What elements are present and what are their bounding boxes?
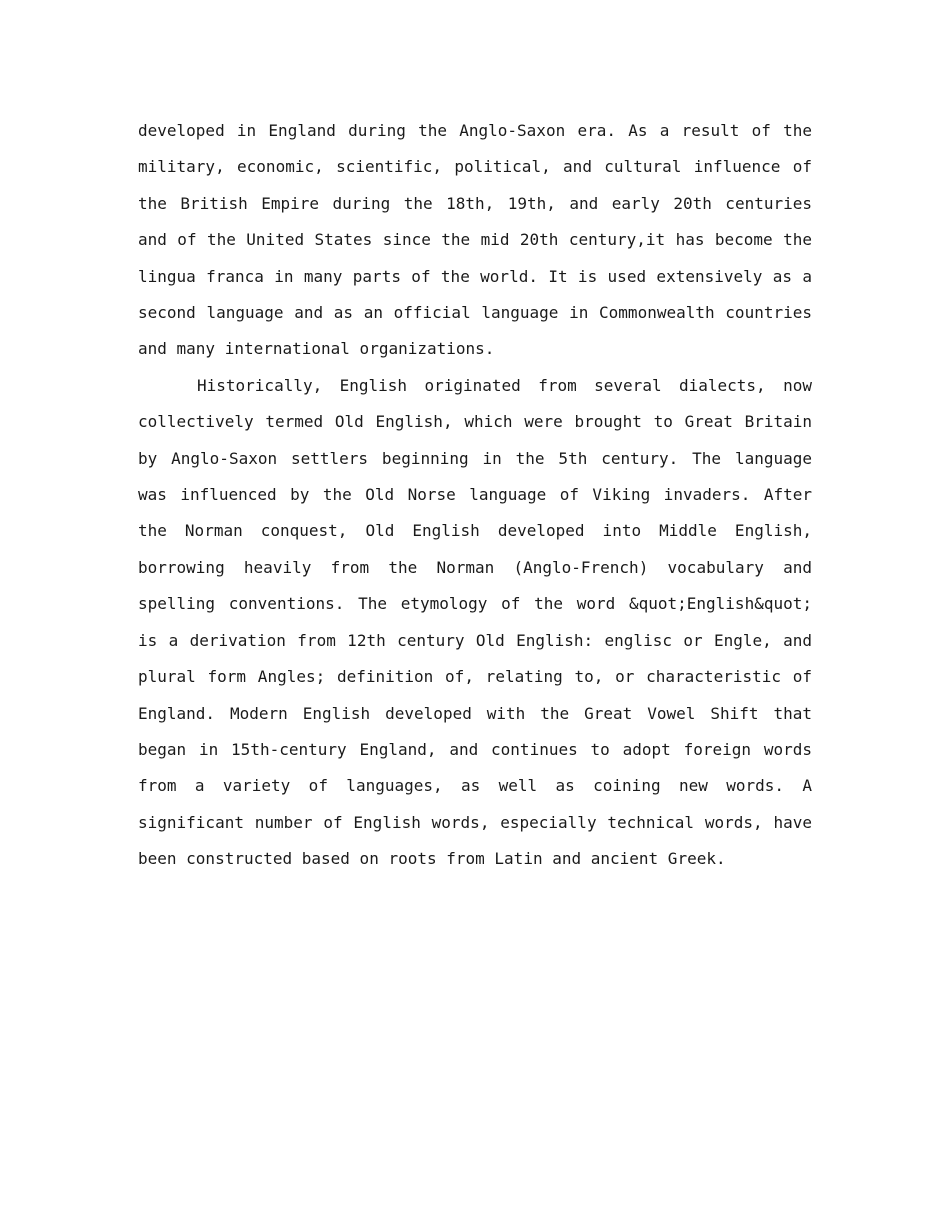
body-text: [138, 113, 812, 878]
paragraph-1: developed in England during the Anglo-Saxon era. As a result of the military, economic, scientific, political, and cultural influence of the British Empire during the 18th, 19th, and early 20th centuries and of the United States since the mid 20th century,it has become the lingua franca in many parts of the world. It is used extensively as a second language and as an official language in Commonwealth countries and many international organizations.: [138, 121, 812, 359]
paragraph-2: Historically, English originated from several dialects, now collectively termed Old English, which were brought to Great Britain by Anglo-Saxon settlers beginning in the 5th century. The language was influenced by the Old Norse language of Viking invaders. After the Norman conquest, Old English developed into Middle English, borrowing heavily from the Norman (Anglo-French) vocabulary and spelling conventions. The etymology of the word &quot;English&quot; is a derivation from 12th century Old English: englisc or Engle, and plural form Angles; definition of, relating to, or characteristic of England. Modern English developed with the Great Vowel Shift that began in 15th-century England, and continues to adopt foreign words from a variety of languages, as well as coining new words. A significant number of English words, especially technical words, have been constructed based on roots from Latin and ancient Greek.: [138, 375, 812, 869]
